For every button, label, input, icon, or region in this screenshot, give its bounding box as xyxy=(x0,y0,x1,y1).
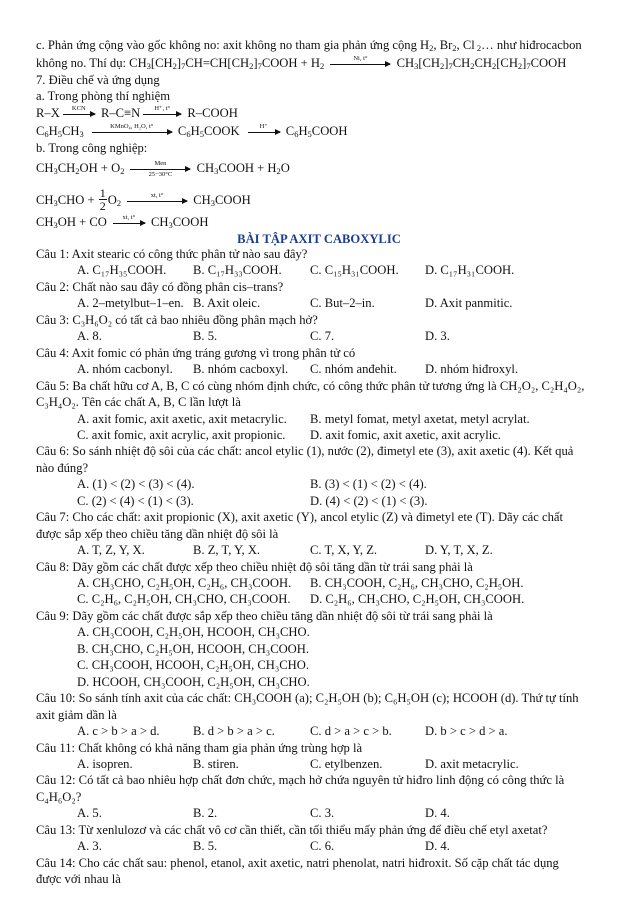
answer-3b: B. 5. xyxy=(193,329,218,344)
question-8: Câu 8: Dãy gồm các chất được xếp theo chiều nhiệt độ sôi tăng dần từ trái sang phải là xyxy=(36,559,473,574)
answer-12c: C. 3. xyxy=(310,806,335,821)
arrow-icon: Men 25−30°C xyxy=(130,169,190,170)
answer-3c: C. 7. xyxy=(310,329,335,344)
answer-12a: A. 5. xyxy=(77,806,102,821)
answer-8b: B. CH₃COOH, C₂H₆, CH₃CHO, C₂H₅OH. xyxy=(310,576,524,590)
question-6-line1: Câu 6: So sánh nhiệt độ sôi của các chất: ancol etylic (1), nước (2), đimetyl ete (3), axit axetic (4). Kết quả xyxy=(36,444,574,459)
answer-5b: B. metyl fomat, metyl axetat, metyl acrylat. xyxy=(310,411,530,426)
fraction: $\frac{1}{2}$ xyxy=(99,185,106,213)
answer-1c: C. C₁₅H₃₁COOH. xyxy=(310,263,399,278)
question-13: Câu 13: Từ xenlulozơ và các chất vô cơ cần thiết, cần tối thiểu mấy phản ứng để điều chế etyl axetat? xyxy=(36,822,548,837)
answer-8a: A. CH₃CHO, C₂H₅OH, C₂H₆, CH₃COOH. xyxy=(77,576,292,590)
answer-2d: D. Axit panmitic. xyxy=(425,296,513,311)
answer-7b: B. Z, T, Y, X. xyxy=(193,543,261,558)
reaction-c-line1: c. Phản ứng cộng vào gốc không no: axit không no tham gia phản ứng cộng $H_2$, $Br_2$, Cl $_2$… như hiđrocacbon xyxy=(36,38,582,53)
answer-1d: D. C₁₇H₃₁COOH. xyxy=(425,263,515,278)
answer-2b: B. Axit oleic. xyxy=(193,296,261,311)
answer-8c: C. C₂H₆, C₂H₅OH, CH₃CHO, CH₃COOH. xyxy=(77,592,291,607)
answer-3a: A. 8. xyxy=(77,329,102,344)
answer-6c: C. (2) < (4) < (1) < (3). xyxy=(77,493,194,508)
answer-10a: A. c > b > a > d. xyxy=(77,724,160,739)
answer-11a: A. isopren. xyxy=(77,756,133,771)
reaction-nitrile: R–X KCN R–C≡N H⁺, t° R–COOH xyxy=(36,104,238,120)
answer-4a: A. nhóm cacbonyl. xyxy=(77,362,173,377)
question-11: Câu 11: Chất không có khả năng tham gia phản ứng trùng hợp là xyxy=(36,740,363,755)
question-14-line1: Câu 14: Cho các chất sau: phenol, etanol, axit axetic, natri phenolat, natri hiđroxit. Số cặp chất tác dụng xyxy=(36,855,559,870)
answer-13d: D. 4. xyxy=(425,839,450,854)
arrow-icon: KCN xyxy=(63,114,95,115)
arrow-icon: xt, t° xyxy=(127,201,187,202)
reaction-toluene: $C_6H_5CH_3$ KMnO₄, H₂O, t° $C_6H_5COOK$ H⁺ $C_6H_5COOH$ xyxy=(36,122,348,139)
answer-4c: C. nhóm anđehit. xyxy=(310,362,397,377)
arrow-icon: H⁺ xyxy=(248,132,280,133)
question-10-line2: axit giảm dần là xyxy=(36,707,117,722)
answer-10d: D. b > c > d > a. xyxy=(425,724,508,739)
answer-1a: A. C₁₇H₃₅COOH. xyxy=(77,263,167,278)
reaction-methanol: $CH_3OH$ + CO xt, t° $CH_3COOH$ xyxy=(36,213,209,230)
question-2: Câu 2: Chất nào sau đây có đồng phân cis–trans? xyxy=(36,279,284,294)
arrow-icon: KMnO₄, H₂O, t° xyxy=(92,132,172,133)
question-12-line1: Câu 12: Có tất cả bao nhiêu hợp chất đơn chức, mạch hở chứa nguyên tử hiđro linh động có công thức là xyxy=(36,773,565,788)
answer-9b: B. CH₃CHO, C₂H₅OH, HCOOH, CH₃COOH. xyxy=(77,641,310,656)
question-5-line2: C₃H₄O₂. Tên các chất A, B, C lần lượt là xyxy=(36,395,241,410)
answer-11c: C. etylbenzen. xyxy=(310,756,383,771)
answer-4b: B. nhóm cacboxyl. xyxy=(193,362,289,377)
answer-5a: A. axit fomic, axit axetic, axit metacrylic. xyxy=(77,411,287,426)
section-b-heading: b. Trong công nghiệp: xyxy=(36,141,148,155)
question-7-line2: được sắp xếp theo chiều tăng dần nhiệt độ sôi là xyxy=(36,526,279,541)
answer-10b: B. d > b > a > c. xyxy=(193,724,275,739)
answer-4d: D. nhóm hiđroxyl. xyxy=(425,362,519,377)
answer-10c: C. d > a > c > b. xyxy=(310,724,392,739)
answer-2c: C. But–2–in. xyxy=(310,296,375,311)
answer-2a: A. 2–metylbut–1–en. xyxy=(77,296,184,311)
answer-12b: B. 2. xyxy=(193,806,218,821)
arrow-icon: H⁺, t° xyxy=(143,114,181,115)
answer-11d: D. axit metacrylic. xyxy=(425,756,519,771)
answer-3d: D. 3. xyxy=(425,329,450,344)
question-12-line2: C₄H₆O₂? xyxy=(36,789,82,804)
reaction-c-line2: không no. Thí dụ: $CH_3[CH_2]_7CH=CH[CH_2]_7COOH + H_2$ Ni, t° $CH_3[CH_2]_7CH_2CH_2[CH_2]_7COOH$ xyxy=(36,54,567,71)
answer-6a: A. (1) < (2) < (3) < (4). xyxy=(77,477,195,492)
answer-13a: A. 3. xyxy=(77,839,102,854)
question-10-line1: Câu 10: So sánh tính axit của các chất: CH₃COOH (a); C₂H₅OH (b); C₆H₅OH (c); HCOOH (d). Thứ tự tính xyxy=(36,691,579,706)
question-1: Câu 1: Axit stearic có công thức phân tử nào sau đây? xyxy=(36,247,308,261)
answer-5d: D. axit fomic, axit axetic, axit acrylic. xyxy=(310,427,501,442)
answer-9a: A. CH₃COOH, C₂H₅OH, HCOOH, CH₃CHO. xyxy=(77,625,310,640)
answer-7c: C. T, X, Y, Z. xyxy=(310,543,378,558)
answer-9c: C. CH₃COOH, HCOOH, C₂H₅OH, CH₃CHO. xyxy=(77,658,310,673)
answer-12d: D. 4. xyxy=(425,806,450,821)
answer-8d: D. C₂H₆, CH₃CHO, C₂H₅OH, CH₃COOH. xyxy=(310,592,525,607)
answer-11b: B. stiren. xyxy=(193,756,239,771)
answer-7a: A. T, Z, Y, X. xyxy=(77,543,145,558)
section-7-heading: 7. Điều chế và ứng dụng xyxy=(36,73,160,87)
arrow-icon: xt, t° xyxy=(113,223,145,224)
question-5-line1: Câu 5: Ba chất hữu cơ A, B, C có cùng nhóm định chức, có công thức phân tử tương ứng là CH₂O₂, C₂H₄O₂, xyxy=(36,378,585,393)
answer-13b: B. 5. xyxy=(193,839,218,854)
reaction-fermentation: $CH_3CH_2OH + O_2$ Men 25−30°C $CH_3COOH + H_2O$ xyxy=(36,159,290,178)
answer-9d: D. HCOOH, CH₃COOH, C₂H₅OH, CH₃CHO. xyxy=(77,674,310,689)
answer-6b: B. (3) < (1) < (2) < (4). xyxy=(310,477,427,492)
answer-13c: C. 6. xyxy=(310,839,335,854)
answer-6d: D. (4) < (2) < (1) < (3). xyxy=(310,493,428,508)
arrow-icon: Ni, t° xyxy=(330,64,390,65)
question-9: Câu 9: Dãy gồm các chất được sắp xếp theo chiều tăng dần nhiệt độ sôi từ trái sang phải là xyxy=(36,608,493,623)
answer-7d: D. Y, T, X, Z. xyxy=(425,543,493,558)
reaction-acetaldehyde: $CH_3CHO$ + $\frac{1}{2}$ $O_2$ xt, t° $CH_3COOH$ xyxy=(36,185,251,213)
exercise-title: BÀI TẬP AXIT CABOXYLIC xyxy=(237,232,401,246)
question-6-line2: nào đúng? xyxy=(36,460,89,475)
answer-5c: C. axit fomic, axit acrylic, axit propionic. xyxy=(77,427,286,442)
section-a-heading: a. Trong phòng thí nghiệm xyxy=(36,89,170,103)
question-7-line1: Câu 7: Cho các chất: axit propionic (X), axit axetic (Y), ancol etylic (Z) và đimetyl ete (T). Dãy các chất xyxy=(36,510,563,525)
question-14-line2: được với nhau là xyxy=(36,872,121,887)
answer-1b: B. C₁₇H₃₃COOH. xyxy=(193,263,282,278)
question-4: Câu 4: Axit fomic có phản ứng tráng gương vì trong phân tử có xyxy=(36,345,356,360)
question-3: Câu 3: C₃H₆O₂ có tất cả bao nhiêu đồng phân mạch hở? xyxy=(36,312,318,327)
